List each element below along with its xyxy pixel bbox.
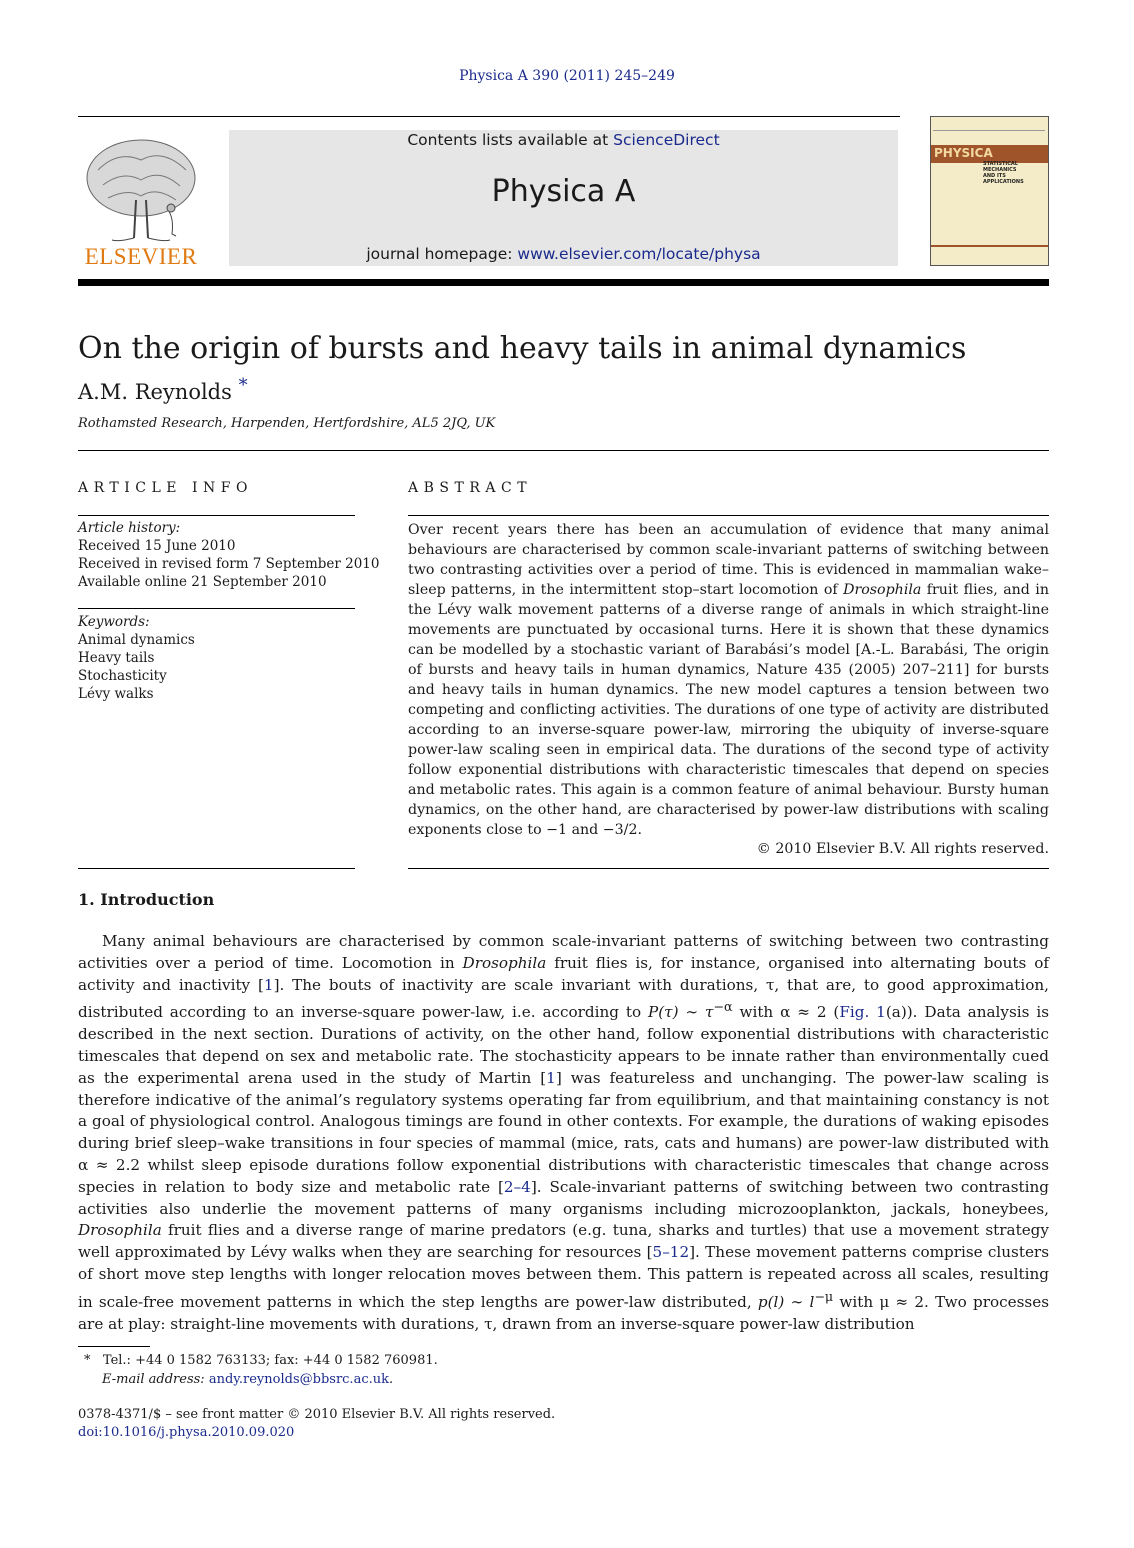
intro-text: ]. The bouts of inactivity are scale invariant with durations, τ, that are, to good approximation, distributed according to an inverse-square power-law, i.e. according to <box>78 975 1049 1022</box>
reference-link[interactable]: 2–4 <box>503 1177 531 1196</box>
math-expression: P(τ) ∼ τ <box>648 1003 714 1022</box>
intro-italic: Drosophila <box>462 953 547 972</box>
intro-text: ] was featureless and unchanging. The power-law scaling is therefore indicative of the animal’s regulatory systems operating far from equilibrium, and that maintaining constancy is not a goal of physiological control. Analogous timings are found in other contexts. For example, the durations of waking episodes during brief sleep–wake transitions in four species of mammal (mice, rats, cats and humans) are power-law distributed with α ≈ 2.2 whilst sleep episode durations follow exponential distributions with characteristic timescales that change across species in relation to body size and metabolic rate [ <box>78 1068 1050 1196</box>
issn-line: 0378-4371/$ – see front matter © 2010 Elsevier B.V. All rights reserved. <box>78 1407 556 1422</box>
author-affiliation: Rothamsted Research, Harpenden, Hertfordshire, AL5 2JQ, UK <box>78 416 496 431</box>
math-exponent: −μ <box>814 1288 834 1304</box>
cover-bottom-bar <box>931 245 1048 247</box>
keyword-item: Stochasticity <box>78 668 167 684</box>
header-thick-rule <box>78 279 1049 286</box>
footnote-rule <box>78 1346 150 1347</box>
footnote: * Tel.: +44 0 1582 763133; fax: +44 0 1582 760981. E-mail address: andy.reynolds@bbsrc.ac.uk. <box>84 1353 438 1387</box>
history-online: Available online 21 September 2010 <box>78 574 327 590</box>
cover-subtitle-line2: AND ITS APPLICATIONS <box>983 173 1024 185</box>
reference-link[interactable]: 1 <box>546 1068 556 1087</box>
email-label: E-mail address: <box>102 1372 205 1387</box>
cover-subtitle-line1: STATISTICAL MECHANICS <box>983 161 1018 173</box>
homepage-link[interactable]: www.elsevier.com/locate/physa <box>517 245 761 263</box>
reference-link[interactable]: 5–12 <box>652 1243 690 1262</box>
cover-physica-text: PHYSICA <box>934 146 993 160</box>
email-link[interactable]: andy.reynolds@bbsrc.ac.uk <box>208 1372 389 1387</box>
journal-cover-thumbnail[interactable] <box>930 116 1049 266</box>
introduction-paragraph <box>78 931 1049 1335</box>
journal-name: Physica A <box>491 174 636 209</box>
figure-link[interactable]: Fig. 1 <box>839 1003 886 1022</box>
intro-text: ]. These movement patterns comprise clusters of short move step lengths with longer relocation moves between them. This pattern is repeated across all scales, resulting in scale-free movement patterns in which the step lengths are power-law distributed, <box>78 1243 1049 1311</box>
article-info-heading: ARTICLE INFO <box>78 480 253 496</box>
homepage-line <box>229 244 898 264</box>
intro-text: fruit flies is, for instance, organised into alternating bouts of activity and inactivity [ <box>78 953 1049 994</box>
affiliation-rule <box>78 450 1049 451</box>
math-exponent: −α <box>713 999 733 1015</box>
abstract-part: Over recent years there has been an accumulation of evidence that many animal behaviours are characterised by common scale-invariant patterns of switching between two contrasting activities over a period of time. This is evidenced in mammalian wake–sleep patterns, in the intermittent stop–start locomotion of <box>408 522 1049 598</box>
intro-text: (a)). Data analysis is described in the next section. Durations of activity, on the other hand, follow exponential distributions with characteristic timescales that depend on sex and metabolic rate. The stochasticity appears to be innate rather than environmentally cued as the experimental arena used in the study of Martin [ <box>78 1003 1049 1087</box>
abstract-rule <box>408 515 1049 516</box>
reference-link[interactable]: 1 <box>263 975 274 994</box>
header-top-rule <box>78 116 900 117</box>
abstract-bottom-rule <box>408 868 1049 869</box>
math-expression: p(l) ∼ l <box>757 1292 815 1311</box>
article-title: On the origin of bursts and heavy tails in animal dynamics <box>78 331 967 366</box>
author-name: A.M. Reynolds <box>78 380 232 404</box>
contents-prefix: Contents lists available at <box>407 131 614 149</box>
section-heading-introduction: 1. Introduction <box>78 890 215 909</box>
article-info-rule <box>78 515 355 516</box>
keywords-block <box>78 613 195 703</box>
sciencedirect-link[interactable]: ScienceDirect <box>613 131 720 149</box>
author-footnote-mark[interactable]: * <box>238 375 248 396</box>
doi-link[interactable]: doi:10.1016/j.physa.2010.09.020 <box>78 1425 295 1440</box>
keyword-item: Heavy tails <box>78 650 155 666</box>
intro-text: with μ ≈ 2. Two processes are at play: straight-line movements with durations, τ, drawn from an inverse-square power-law distribution <box>78 1292 1050 1333</box>
front-matter <box>78 1406 555 1442</box>
intro-text: ]. Scale-invariant patterns of switching between two contrasting activities also underlie the movement patterns of many organisms including microzooplankton, jackals, honeybees, <box>78 1177 1049 1218</box>
intro-text: with α ≈ 2 ( <box>732 1003 840 1022</box>
keyword-item: Lévy walks <box>78 686 154 702</box>
abstract-text <box>408 520 1049 840</box>
article-info-bottom-rule <box>78 868 355 869</box>
history-received: Received 15 June 2010 <box>78 538 236 554</box>
intro-text: fruit flies and a diverse range of marine predators (e.g. tuna, sharks and turtles) that use a movement strategy well approximated by Lévy walks when they are searching for resources [ <box>78 1221 1049 1262</box>
keywords-label: Keywords: <box>78 614 150 630</box>
cover-top-strip <box>933 120 1045 131</box>
author-line <box>78 375 248 404</box>
intro-italic: Drosophila <box>78 1221 162 1240</box>
abstract-copyright: © 2010 Elsevier B.V. All rights reserved. <box>756 841 1049 857</box>
footnote-contact: Tel.: +44 0 1582 763133; fax: +44 0 1582 760981. <box>102 1353 438 1368</box>
abstract-italic: Drosophila <box>843 582 922 598</box>
journal-citation[interactable]: Physica A 390 (2011) 245–249 <box>459 68 675 84</box>
abstract-heading: ABSTRACT <box>408 480 533 496</box>
footnote-mark: * <box>84 1353 91 1368</box>
intro-text: Many animal behaviours are characterised by common scale-invariant patterns of switching between two contrasting activities over a period of time. Locomotion in <box>78 932 1049 972</box>
homepage-prefix: journal homepage: <box>366 245 518 263</box>
article-history <box>78 519 380 591</box>
elsevier-wordmark: ELSEVIER <box>84 244 198 269</box>
keywords-rule <box>78 608 355 609</box>
contents-line <box>229 130 898 150</box>
history-label: Article history: <box>78 520 181 536</box>
keyword-item: Animal dynamics <box>78 632 195 648</box>
history-revised: Received in revised form 7 September 2010 <box>78 556 380 572</box>
abstract-part: fruit flies, and in the Lévy walk movement patterns of a diverse range of animals in which straight-line movements are punctuated by occasional turns. Here it is shown that these dynamics can be modelled by a stochastic variant of Barabási’s model [A.-L. Barabási, The origin of bursts and heavy tails in human dynamics, Nature 435 (2005) 207–211] for bursts and heavy tails in human dynamics. The new model captures a tension between two competing and conflicting activities. The durations of one type of activity are distributed according to an inverse-square power-law, mirroring the ubiquity of inverse-square power-law scaling seen in empirical data. The durations of the second type of activity follow exponential distributions with characteristic timescales that depend on species and metabolic rates. This again is a common feature of animal behaviour. Bursty human dynamics, on the other hand, are characterised by power-law distributions with scaling exponents close to −1 and −3/2. <box>408 582 1049 838</box>
cover-subtitle <box>983 161 1048 185</box>
journal-banner <box>229 130 898 266</box>
